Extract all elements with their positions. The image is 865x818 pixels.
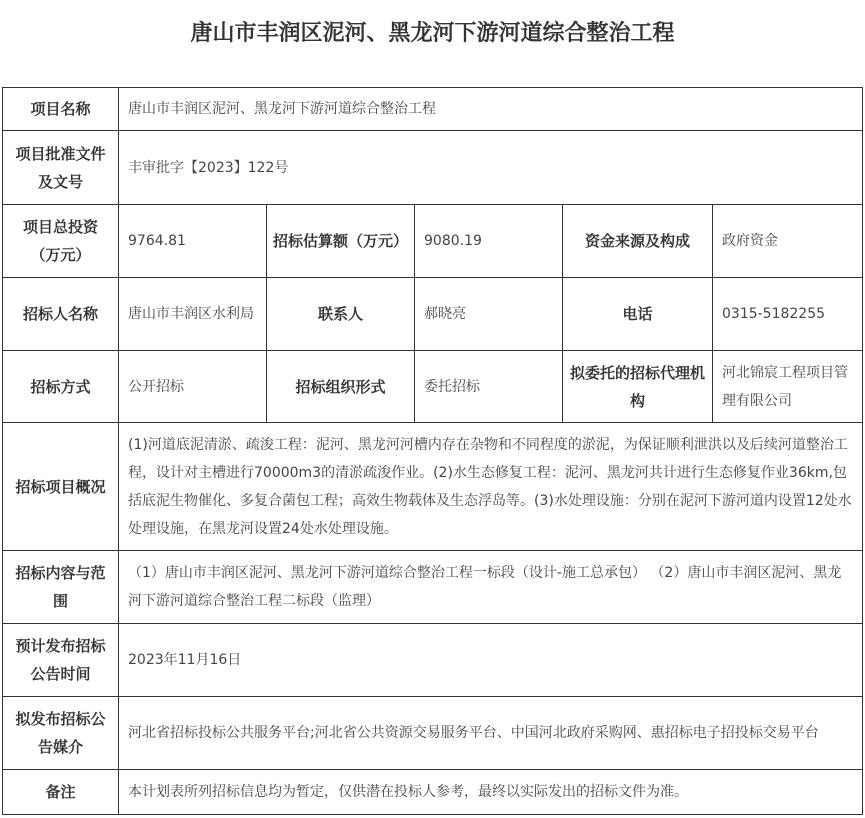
scope-value: （1）唐山市丰润区泥河、黑龙河下游河道综合整治工程一标段（设计-施工总承包） （2）唐山市丰润区泥河、黑龙河下游河道综合整治工程二标段（监理）	[119, 551, 863, 624]
approval-doc-value: 丰审批字【2023】122号	[119, 131, 863, 205]
row-method	[3, 351, 863, 423]
row-media	[3, 697, 863, 770]
contact-label: 联系人	[267, 278, 415, 351]
row-remarks	[3, 770, 863, 815]
tender-method-label: 招标方式	[3, 351, 119, 423]
tenderer-name-value: 唐山市丰润区水利局	[119, 278, 267, 351]
remarks-label: 备注	[3, 770, 119, 815]
phone-label: 电话	[563, 278, 713, 351]
agent-value: 河北锦宸工程项目管理有限公司	[713, 351, 863, 423]
media-label: 拟发布招标公告媒介	[3, 697, 119, 770]
row-overview	[3, 423, 863, 551]
tender-method-value: 公开招标	[119, 351, 267, 423]
fund-source-value: 政府资金	[713, 205, 863, 278]
row-tenderer	[3, 278, 863, 351]
total-investment-label: 项目总投资（万元）	[3, 205, 119, 278]
row-approval-doc	[3, 131, 863, 205]
row-publish-time	[3, 624, 863, 697]
row-project-name	[3, 88, 863, 131]
project-name-label: 项目名称	[3, 88, 119, 131]
tender-info-table	[2, 87, 863, 815]
total-investment-value: 9764.81	[119, 205, 267, 278]
approval-doc-label: 项目批准文件及文号	[3, 131, 119, 205]
overview-label: 招标项目概况	[3, 423, 119, 551]
contact-value: 郝晓亮	[415, 278, 563, 351]
phone-value: 0315-5182255	[713, 278, 863, 351]
agent-label: 拟委托的招标代理机构	[563, 351, 713, 423]
overview-value: (1)河道底泥清淤、疏浚工程：泥河、黑龙河河槽内存在杂物和不同程度的淤泥，为保证顺利泄洪以及后续河道整治工程，设计对主槽进行70000m3的清淤疏浚作业。(2)水生态修复工程：泥河、黑龙河共计进行生态修复作业36km,包括底泥生物催化、多复合菌包工程；高效生物载体及生态浮岛等。(3)水处理设施：分别在泥河下游河道内设置12处水处理设施，在黑龙河设置24处水处理设施。	[119, 423, 863, 551]
remarks-value: 本计划表所列招标信息均为暂定，仅供潜在投标人参考，最终以实际发出的招标文件为准。	[119, 770, 863, 815]
page-title: 唐山市丰润区泥河、黑龙河下游河道综合整治工程	[190, 21, 675, 46]
fund-source-label: 资金来源及构成	[563, 205, 713, 278]
row-scope	[3, 551, 863, 624]
organization-form-label: 招标组织形式	[267, 351, 415, 423]
scope-label: 招标内容与范围	[3, 551, 119, 624]
row-investment	[3, 205, 863, 278]
project-name-value: 唐山市丰润区泥河、黑龙河下游河道综合整治工程	[119, 88, 863, 131]
organization-form-value: 委托招标	[415, 351, 563, 423]
media-value: 河北省招标投标公共服务平台;河北省公共资源交易服务平台、中国河北政府采购网、惠招标电子招投标交易平台	[119, 697, 863, 770]
tender-estimate-value: 9080.19	[415, 205, 563, 278]
publish-time-value: 2023年11月16日	[119, 624, 863, 697]
tender-estimate-label: 招标估算额（万元）	[267, 205, 415, 278]
tenderer-name-label: 招标人名称	[3, 278, 119, 351]
publish-time-label: 预计发布招标公告时间	[3, 624, 119, 697]
